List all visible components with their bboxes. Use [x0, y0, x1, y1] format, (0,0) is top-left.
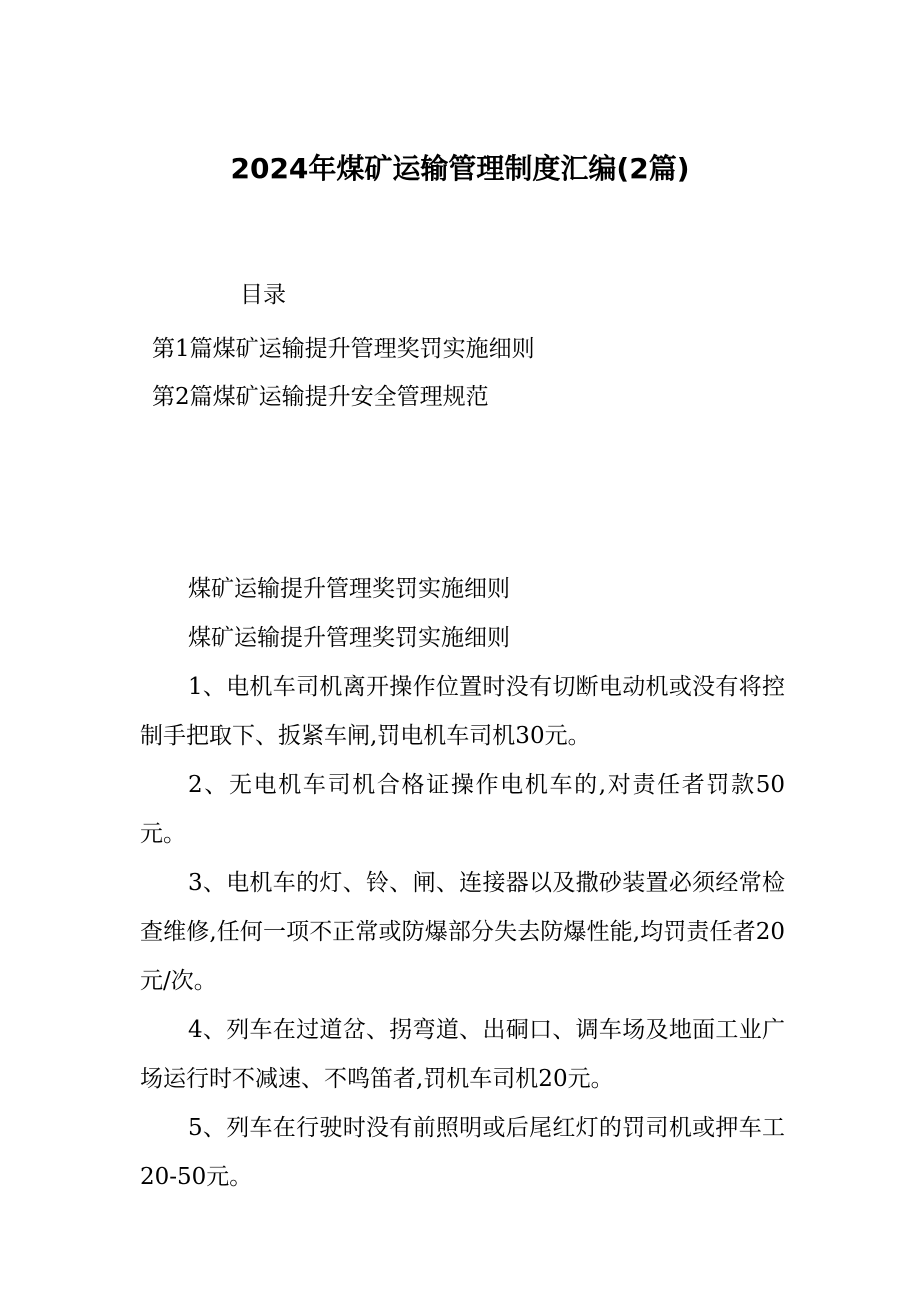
document-title: 2024年煤矿运输管理制度汇编(2篇): [230, 152, 690, 185]
toc-heading: 目录: [240, 282, 286, 308]
toc-item-1[interactable]: 第1篇煤矿运输提升管理奖罚实施细则: [152, 336, 535, 362]
rule-paragraph-4: 4、列车在过道岔、拐弯道、出硐口、调车场及地面工业广场运行时不减速、不鸣笛者,罚机车司机20元。: [140, 1017, 785, 1092]
toc-list: [152, 325, 535, 421]
toc-item-2[interactable]: 第2篇煤矿运输提升安全管理规范: [152, 384, 489, 410]
section-heading-1: 煤矿运输提升管理奖罚实施细则: [188, 576, 510, 602]
rule-paragraph-5: 5、列车在行驶时没有前照明或后尾红灯的罚司机或押车工 20-50元。: [140, 1115, 785, 1190]
section-body: [140, 565, 785, 1202]
section-heading-2: 煤矿运输提升管理奖罚实施细则: [188, 625, 510, 651]
rule-paragraph-1: 1、电机车司机离开操作位置时没有切断电动机或没有将控制手把取下、扳紧车闸,罚电机车司机30元。: [140, 674, 785, 749]
rule-paragraph-3: 3、电机车的灯、铃、闸、连接器以及撒砂装置必须经常检查维修,任何一项不正常或防爆部分失去防爆性能,均罚责任者20元/次。: [140, 870, 785, 994]
rule-paragraph-2: 2、无电机车司机合格证操作电机车的,对责任者罚款50元。: [140, 772, 785, 847]
